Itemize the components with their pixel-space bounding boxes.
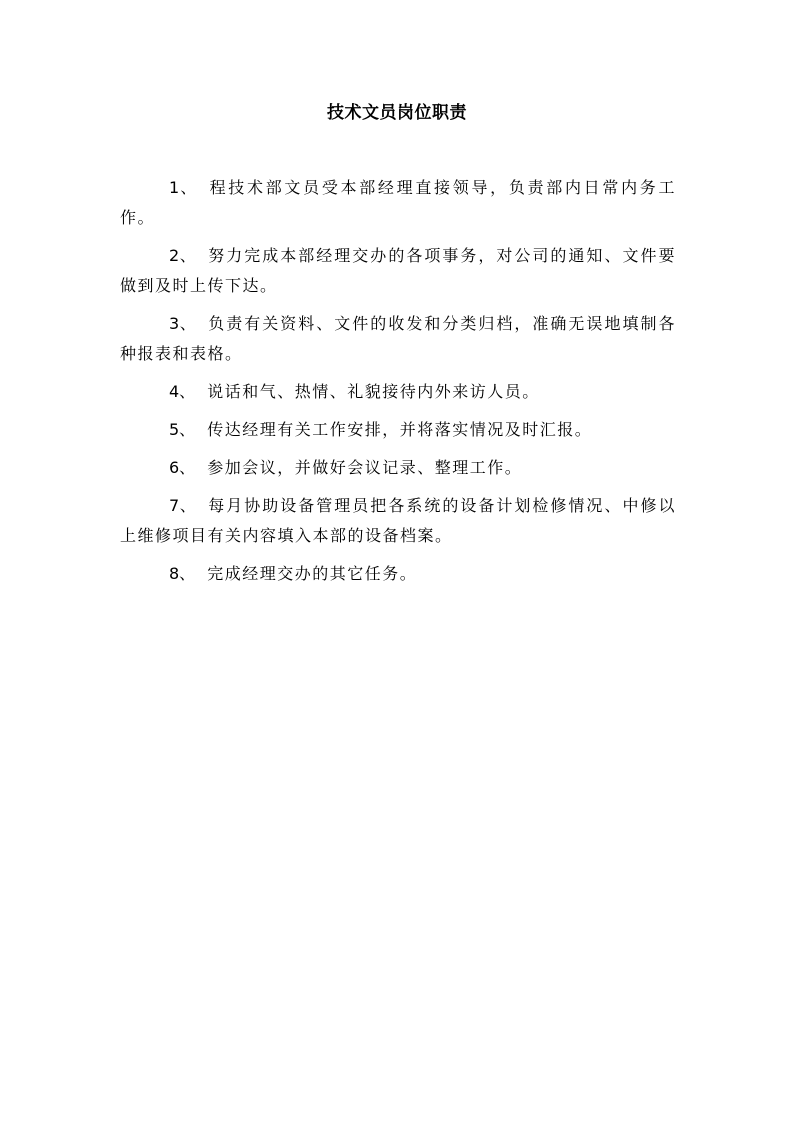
duty-item-6 — [120, 453, 676, 483]
duty-text: 努力完成本部经理交办的各项事务，对公司的通知、文件要做到及时上传下达。 — [120, 246, 676, 295]
duty-item-7 — [120, 491, 676, 551]
duty-text: 参加会议，并做好会议记录、整理工作。 — [207, 458, 523, 477]
duty-text: 程技术部文员受本部经理直接领导，负责部内日常内务工作。 — [120, 178, 676, 227]
duty-item-4 — [120, 377, 676, 407]
duty-item-8 — [120, 559, 676, 589]
duty-number: 8、 — [169, 564, 196, 583]
duty-number: 6、 — [169, 458, 196, 477]
duty-number: 1、 — [169, 178, 198, 197]
duty-text: 传达经理有关工作安排，并将落实情况及时汇报。 — [207, 420, 593, 439]
duty-list — [120, 173, 676, 597]
duty-item-5 — [120, 415, 676, 445]
duty-number: 2、 — [169, 246, 197, 265]
duty-text: 完成经理交办的其它任务。 — [207, 564, 418, 583]
duty-text: 负责有关资料、文件的收发和分类归档，准确无误地填制各种报表和表格。 — [120, 314, 676, 363]
duty-text: 说话和气、热情、礼貌接待内外来访人员。 — [207, 382, 540, 401]
duty-number: 4、 — [169, 382, 196, 401]
duty-text: 每月协助设备管理员把各系统的设备计划检修情况、中修以上维修项目有关内容填入本部的设备档案。 — [120, 496, 676, 545]
duty-number: 3、 — [169, 314, 197, 333]
duty-number: 7、 — [169, 496, 197, 515]
document-title: 技术文员岗位职责 — [327, 103, 467, 123]
duty-number: 5、 — [169, 420, 196, 439]
duty-item-1 — [120, 173, 676, 233]
duty-item-3 — [120, 309, 676, 369]
duty-item-2 — [120, 241, 676, 301]
